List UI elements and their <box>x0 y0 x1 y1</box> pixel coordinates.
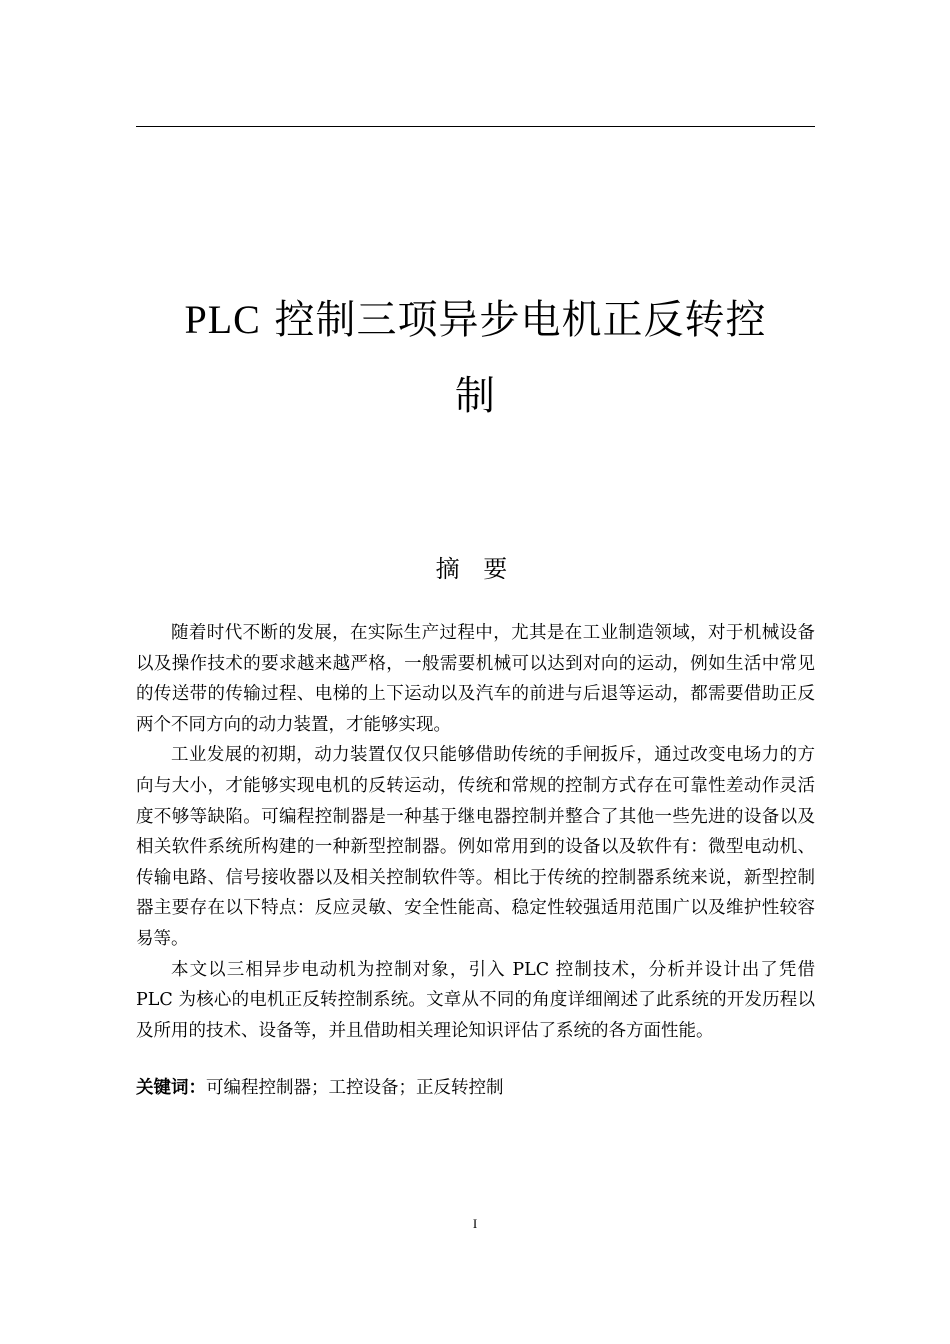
keywords-line <box>136 1073 815 1103</box>
keywords-label: 关键词： <box>136 1078 206 1098</box>
document-title <box>136 282 815 434</box>
abstract-paragraph-1: 随着时代不断的发展，在实际生产过程中，尤其是在工业制造领域，对于机械设备以及操作技术的要求越来越严格，一般需要机械可以达到对向的运动，例如生活中常见的传送带的传输过程、电梯的上下运动以及汽车的前进与后退等运动，都需要借助正反两个不同方向的动力装置，才能够实现。 <box>136 623 815 735</box>
title-chinese-part: 控制三项异步电机正反转控 <box>260 297 767 343</box>
page-number: I <box>472 1216 478 1231</box>
abstract-body <box>136 618 815 1046</box>
abstract-heading: 摘 要 <box>435 555 516 583</box>
title-line-2: 制 <box>455 373 496 419</box>
abstract-paragraph-2: 工业发展的初期，动力装置仅仅只能够借助传统的手闸扳斥，通过改变电场力的方向与大小，才能够实现电机的反转运动，传统和常规的控制方式存在可靠性差动作灵活度不够等缺陷。可编程控制器是一种基于继电器控制并整合了其他一些先进的设备以及相关软件系统所构建的一种新型控制器。例如常用到的设备以及软件有：微型电动机、传输电路、信号接收器以及相关控制软件等。相比于传统的控制器系统来说，新型控制器主要存在以下特点：反应灵敏、安全性能高、稳定性较强适用范围广以及维护性较容易等。 <box>136 745 815 949</box>
header-rule <box>136 126 815 127</box>
keywords-text: 可编程控制器；工控设备；正反转控制 <box>206 1078 504 1098</box>
title-line-1 <box>136 282 815 358</box>
title-latin-part: PLC <box>184 297 261 342</box>
abstract-paragraph-3: 本文以三相异步电动机为控制对象，引入 PLC 控制技术，分析并设计出了凭借 PLC 为核心的电机正反转控制系统。文章从不同的角度详细阐述了此系统的开发历程以及所用的技术、设备等，并且借助相关理论知识评估了系统的各方面性能。 <box>136 959 815 1041</box>
